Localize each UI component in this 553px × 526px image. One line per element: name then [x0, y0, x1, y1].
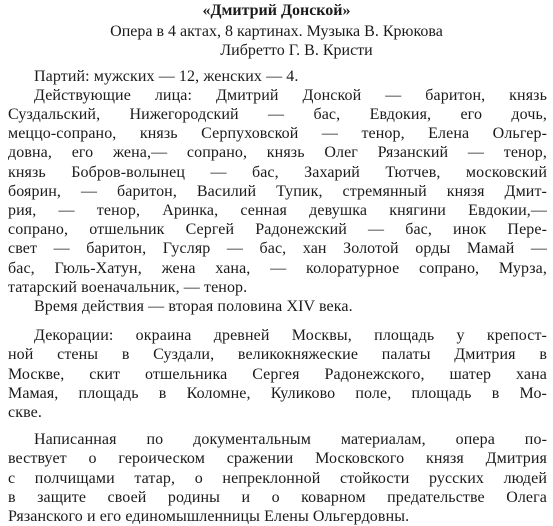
characters-line-11: татарский военачальник, — тенор.: [8, 278, 248, 296]
description-line-2: вествует о героическом сражении Московского князя Дмитрия: [8, 450, 548, 468]
subtitle-line-1: Опера в 4 актах, 8 картинах. Музыка В. Крюкова: [110, 23, 443, 41]
characters-line-10: бас, Гюль-Хатун, жена хана, — колоратурное сопрано, Мурза,: [8, 259, 547, 277]
decorations-line-5: скве.: [8, 404, 42, 421]
characters-line-1: Действующие лица: Дмитрий Донской — баритон, князь: [34, 86, 547, 104]
decorations-line-2: ной стены в Суздали, великокняжеские палаты Дмитрия в: [8, 346, 547, 364]
characters-line-3: меццо-сопрано, князь Серпуховской — тенор, Елена Ольгер-: [8, 125, 548, 143]
parts-line: Партий: мужских — 12, женских — 4.: [34, 67, 299, 85]
characters-line-5: князь Бобров-волынец — бас, Захарий Тютчев, московский: [8, 163, 547, 181]
subtitle-line-2: Либретто Г. В. Кристи: [220, 42, 373, 60]
characters-line-4: довна, его жена,— сопрано, князь Олег Рязанский — тенор,: [8, 144, 548, 162]
characters-line-8: сопрано, отшельник Сергей Радонежский — бас, инок Пере-: [8, 221, 548, 239]
description-line-4: в защите своей родины и о коварном предательстве Олега: [8, 488, 548, 506]
decorations-line-3: Москве, скит отшельника Сергея Радонежского, шатер хана: [8, 365, 547, 383]
description-line-5: Рязанского и его единомышленницы Елены Ольгердовны.: [8, 508, 410, 525]
description-line-1: Написанная по документальным материалам, опера по-: [34, 431, 547, 449]
characters-line-6: боярин, — баритон, Василий Тупик, стремянный князя Дмит-: [8, 182, 547, 200]
characters-line-7: рия, — тенор, Аринка, сенная девушка княгини Евдокии,—: [8, 202, 547, 219]
decorations-line-4: Мамая, площадь в Коломне, Куликово поле, площадь в Мо-: [8, 384, 547, 402]
characters-line-2: Суздальский, Нижегородский — бас, Евдокия, его дочь,: [8, 106, 547, 123]
time-line: Время действия — вторая половина XIV века.: [34, 298, 353, 315]
opera-title: «Дмитрий Донской»: [202, 2, 351, 19]
description-line-3: с полчищами татар, о непреклонной стойкости русских людей: [8, 469, 548, 487]
decorations-line-1: Декорации: окраина древней Москвы, площадь у крепост-: [34, 327, 547, 345]
characters-line-9: свет — баритон, Гусляр — бас, хан Золотой орды Мамай —: [8, 240, 547, 258]
